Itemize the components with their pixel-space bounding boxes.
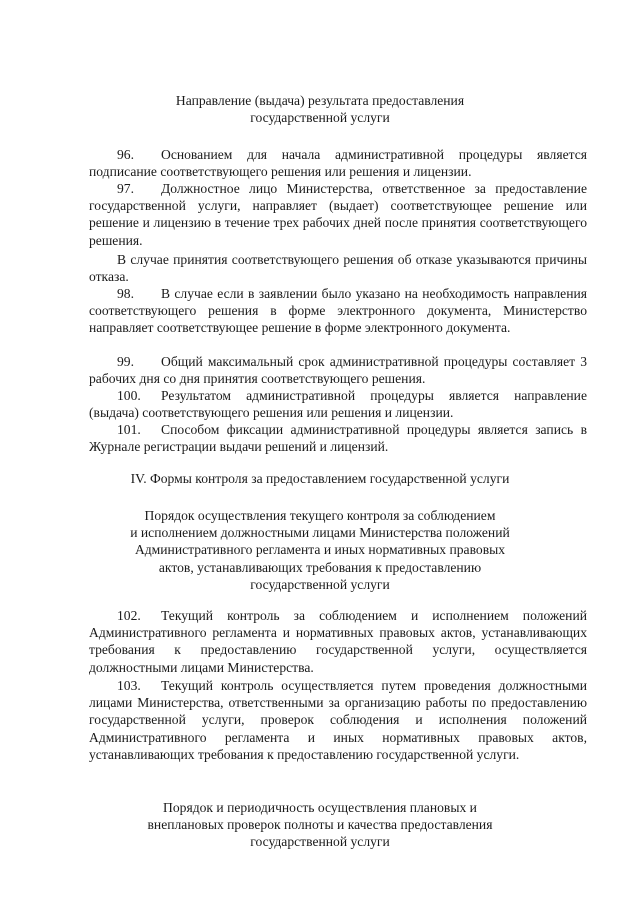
paragraph-96: 96. Основанием для начала административной процедуры является подписание соответствующего решения или решения и лицензии. [89,147,587,180]
heading-line: государственной услуги [250,110,390,126]
heading-line: и исполнением должностными лицами Министерства положений [130,525,510,541]
section-heading-control-forms [0,470,640,487]
paragraph-refusal: В случае принятия соответствующего решения об отказе указываются причины отказа. [89,252,587,285]
section-heading-current-control [0,507,640,593]
heading-line: Порядок осуществления текущего контроля за соблюдением [144,508,496,523]
heading-line: IV. Формы контроля за предоставлением государственной услуги [130,471,510,486]
paragraph-101: 101. Способом фиксации административной процедуры является запись в Журнале регистрации выдачи решений и лицензий. [89,422,587,455]
section-heading-result [0,92,640,126]
paragraph-103: 103. Текущий контроль осуществляется путем проведения должностными лицами Министерства, ответственными за организацию работы по предоставлению государственной услуги, проверок соблюдения и исполнения положений Административного регламента и иных нормативных правовых актов, устанавливающих требования к предоставлению государственной услуги. [89,678,587,762]
heading-line: Направление (выдача) результата предоставления [175,93,465,108]
paragraph-98: 98. В случае если в заявлении было указано на необходимость направления соответствующего решения в форме электронного документа, Министерство направляет соответствующее решение в форме электронного документа. [89,286,587,336]
section-heading-inspections [0,799,640,851]
paragraph-102: 102. Текущий контроль за соблюдением и исполнением положений Административного регламента и нормативных правовых актов, устанавливающих требования к предоставлению государственной услуги, осуществляется должностными лицами Министерства. [89,608,587,675]
paragraph-99: 99. Общий максимальный срок административной процедуры составляет 3 рабочих дня со дня принятия соответствующего решения. [89,354,587,387]
heading-line: государственной услуги [250,834,390,850]
heading-line: государственной услуги [250,576,390,592]
paragraph-97: 97. Должностное лицо Министерства, ответственное за предоставление государственной услуги, направляет (выдает) соответствующее решение или решение и лицензию в течение трех рабочих дней после принятия соответствующего решения. [89,181,587,248]
heading-line: внеплановых проверок полноты и качества предоставления [147,817,493,833]
heading-line: Порядок и периодичность осуществления плановых и [163,800,477,815]
paragraph-100: 100. Результатом административной процедуры является направление (выдача) соответствующего решения или решения и лицензии. [89,388,587,421]
heading-line: актов, устанавливающих требования к предоставлению [158,559,482,575]
heading-line: Административного регламента и иных нормативных правовых [134,542,506,558]
